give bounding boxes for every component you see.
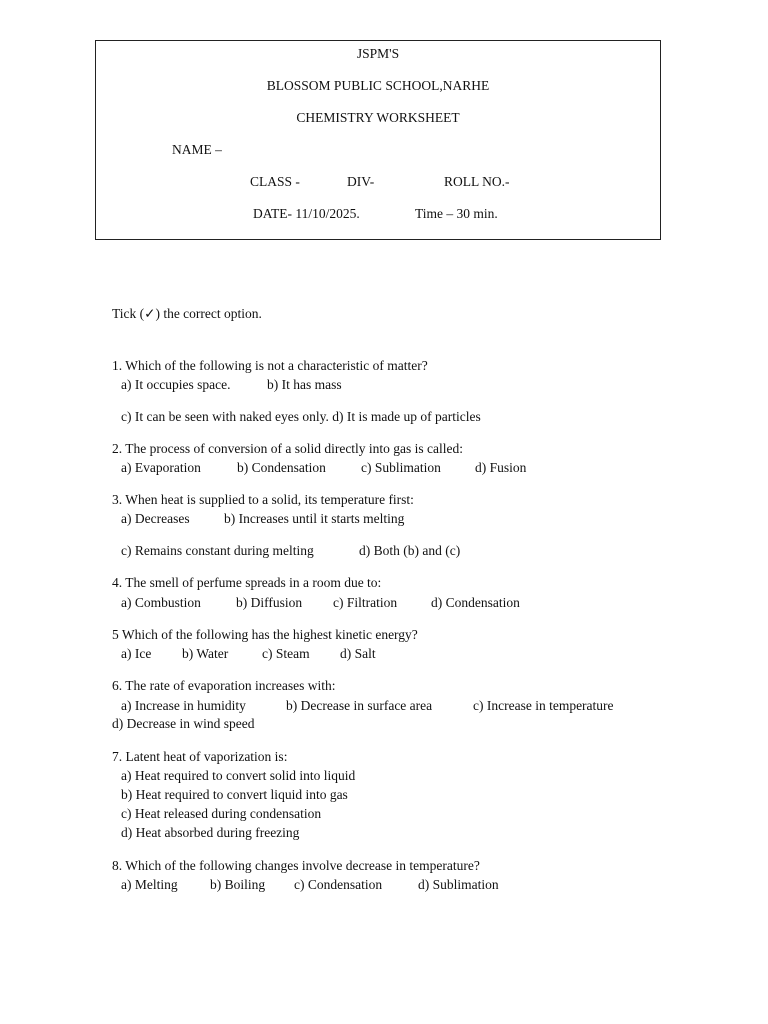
q4-option-d: d) Condensation (431, 595, 520, 610)
q5-option-c: c) Steam (262, 646, 310, 661)
q8-option-b: b) Boiling (210, 877, 266, 892)
q1-option-b: b) It has mass (267, 377, 342, 392)
q8-option-a: a) Melting (121, 877, 178, 892)
q2-option-d: d) Fusion (475, 460, 527, 475)
q1-option-c-d: c) It can be seen with naked eyes only. d) It is made up of particles (121, 409, 481, 424)
time-label: Time – 30 min. (415, 206, 498, 221)
q6-option-a: a) Increase in humidity (121, 698, 246, 713)
q1-option-a: a) It occupies space. (121, 377, 231, 392)
q3-option-c: c) Remains constant during melting (121, 543, 314, 558)
q8-option-d: d) Sublimation (418, 877, 499, 892)
q6-option-d: d) Decrease in wind speed (112, 716, 255, 731)
q7-option-a: a) Heat required to convert solid into liquid (121, 768, 356, 783)
date-label: DATE- 11/10/2025. (253, 206, 360, 221)
div-field-label: DIV- (347, 174, 375, 189)
header-box (95, 40, 661, 240)
class-field-label: CLASS - (250, 174, 300, 189)
q4-option-a: a) Combustion (121, 595, 201, 610)
question-2: 2. The process of conversion of a solid directly into gas is called: (112, 441, 464, 456)
q5-option-d: d) Salt (340, 646, 376, 661)
q7-option-d: d) Heat absorbed during freezing (121, 825, 300, 840)
question-7: 7. Latent heat of vaporization is: (112, 749, 288, 764)
q3-option-b: b) Increases until it starts melting (224, 511, 405, 526)
q3-option-d: d) Both (b) and (c) (359, 543, 461, 558)
question-6: 6. The rate of evaporation increases with: (112, 678, 336, 693)
question-1: 1. Which of the following is not a characteristic of matter? (112, 358, 428, 373)
name-field-label: NAME – (172, 142, 222, 157)
roll-field-label: ROLL NO.- (444, 174, 510, 189)
question-5: 5 Which of the following has the highest kinetic energy? (112, 627, 418, 642)
q7-option-c: c) Heat released during condensation (121, 806, 322, 821)
q7-option-b: b) Heat required to convert liquid into gas (121, 787, 348, 802)
q4-option-c: c) Filtration (333, 595, 398, 610)
q4-option-b: b) Diffusion (236, 595, 303, 610)
school-name: BLOSSOM PUBLIC SCHOOL,NARHE (266, 78, 490, 93)
q6-option-c: c) Increase in temperature (473, 698, 614, 713)
q2-option-a: a) Evaporation (121, 460, 201, 475)
question-8: 8. Which of the following changes involve decrease in temperature? (112, 858, 480, 873)
question-4: 4. The smell of perfume spreads in a room due to: (112, 575, 382, 590)
q3-option-a: a) Decreases (121, 511, 190, 526)
q5-option-b: b) Water (182, 646, 229, 661)
q5-option-a: a) Ice (121, 646, 152, 661)
worksheet-title: CHEMISTRY WORKSHEET (296, 110, 460, 125)
q2-option-b: b) Condensation (237, 460, 326, 475)
instruction: Tick (✓) the correct option. (112, 306, 262, 321)
q8-option-c: c) Condensation (294, 877, 383, 892)
q2-option-c: c) Sublimation (361, 460, 441, 475)
question-3: 3. When heat is supplied to a solid, its temperature first: (112, 492, 414, 507)
org-name: JSPM'S (356, 46, 400, 61)
q6-option-b: b) Decrease in surface area (286, 698, 433, 713)
